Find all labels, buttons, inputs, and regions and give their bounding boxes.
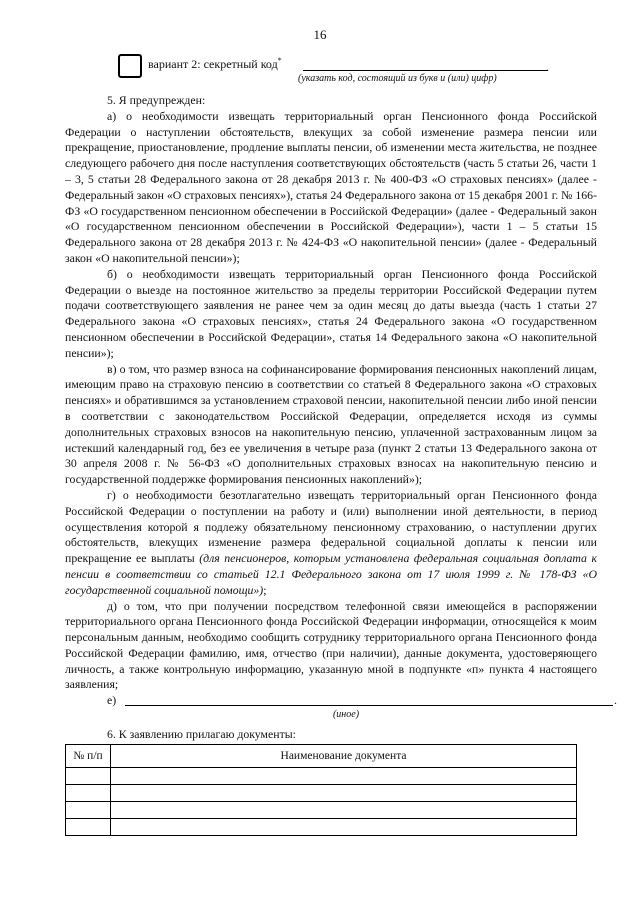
row-number-cell[interactable] bbox=[66, 819, 111, 836]
clause-g-text: г) о необходимости безотлагательно извещать территориальный орган Пенсионного фонда Российской Федерации о поступлении на работу и (или) выполнении иной деятельности, в период осуществления которой я подлежу обязательному пенсионному страхованию, о наступлении других обстоятельств, влекущих изменение размера федеральной социальной доплаты к пенсии или прекращение ее выплаты bbox=[65, 487, 597, 566]
section-6-heading: 6. К заявлению прилагаю документы: bbox=[107, 727, 296, 742]
document-name-cell[interactable] bbox=[111, 785, 577, 802]
clause-e-end: . bbox=[614, 693, 617, 708]
col-number-header: № п/п bbox=[66, 745, 111, 768]
document-name-cell[interactable] bbox=[111, 819, 577, 836]
clause-b: б) о необходимости извещать территориальный орган Пенсионного фонда Российской Федерации о выезде на постоянное жительство за пределы территории Российской Федерации путем подачи соответствующего заявления не ранее чем за один месяц до даты выезда (часть 1 статьи 27 Федерального закона «О страховых пенсиях», статья 24 Федерального закона «О государственном пенсионном обеспечении в Российской Федерации», статья 14 Федерального закона «О накопительной пенсии»); bbox=[65, 266, 597, 360]
clause-v: в) о том, что размер взноса на софинансирование формирования пенсионных накоплений лицам, имеющим право на страховую пенсию в соответствии со статьей 8 Федерального закона «О страховых пенсиях» и обратившимся за установлением страховой пенсии, накопительной пенсии либо иной пенсии в соответствии с законодательством Российской Федерации, определяется исходя из суммы дополнительных страховых взносов на накопительную пенсию, уплаченной застрахованным лицом за истекший календарный год, без ее увеличения в четыре раза (пункт 2 статьи 13 Федерального закона от 30 апреля 2008 г. № 56-ФЗ «О дополнительных страховых взносах на накопительную пенсию и государственной поддержке формирования пенсионных накоплений»); bbox=[65, 361, 597, 487]
clause-g-note: (для пенсионеров, которым установлена федеральная социальная доплата к пенсии в соответствии со статьей 12.1 Федерального закона от 17 июля 1999 г. № 178-ФЗ «О государственной социальной помощи») bbox=[65, 551, 597, 597]
table-header-row bbox=[66, 745, 577, 768]
table-row bbox=[66, 785, 577, 802]
row-number-cell[interactable] bbox=[66, 768, 111, 785]
secret-code-field[interactable] bbox=[303, 70, 548, 71]
row-number-cell[interactable] bbox=[66, 802, 111, 819]
page-number: 16 bbox=[313, 27, 327, 42]
document-body bbox=[65, 93, 617, 743]
secret-code-hint: (указать код, состоящий из букв и (или) цифр) bbox=[298, 73, 497, 84]
documents-table bbox=[65, 744, 577, 836]
variant-2-checkbox[interactable] bbox=[118, 54, 142, 78]
clause-e-label: е) bbox=[107, 693, 117, 708]
clause-a: а) о необходимости извещать территориальный орган Пенсионного фонда Российской Федерации о наступлении обстоятельств, влекущих за собой изменение размера пенсии или прекращение, приостановление, продление выплаты пенсии, об изменении места жительства, не позднее следующего рабочего дня после наступления соответствующих обстоятельств (часть 5 статьи 26, части 1 – 3, 5 статьи 28 Федерального закона от 28 декабря 2013 г. № 400-ФЗ «О страховых пенсиях» (далее - Федеральный закон «О страховых пенсиях»), статья 24 Федерального закона от 15 декабря 2001 г. № 166-ФЗ «О государственном пенсионном обеспечении в Российской Федерации» (далее - Федеральный закон «О государственном пенсионном обеспечении в Российской Федерации»), части 1 – 5 статьи 15 Федерального закона от 28 декабря 2013 г. № 424-ФЗ «О накопительной пенсии» (далее - Федеральный закон «О накопительной пенсии»); bbox=[65, 108, 597, 265]
footnote-asterisk: * bbox=[277, 56, 282, 65]
clause-d: д) о том, что при получении посредством телефонной связи имеющейся в распоряжении территориального органа Пенсионного фонда Российской Федерации информации, относящейся к моим персональным данным, необходимо сообщить сотруднику территориального органа Пенсионного фонда Российской Федерации фамилию, имя, отчество (при наличии), данные документа, удостоверяющего личность, а также контрольную информацию, указанную мной в подпункте «п» пункта 4 настоящего заявления; bbox=[65, 598, 597, 692]
clause-g-end: ; bbox=[263, 582, 267, 597]
variant-2-label: вариант 2: секретный код bbox=[148, 57, 278, 71]
secret-code-end: . bbox=[546, 60, 549, 74]
variant-2-secret-code bbox=[118, 52, 558, 94]
section-5-heading: 5. Я предупрежден: bbox=[107, 93, 206, 107]
clause-e bbox=[65, 693, 617, 709]
clause-e-field[interactable] bbox=[125, 705, 613, 706]
col-document-name-header: Наименование документа bbox=[111, 745, 577, 768]
table-row bbox=[66, 802, 577, 819]
row-number-cell[interactable] bbox=[66, 785, 111, 802]
clause-g bbox=[65, 488, 597, 599]
document-name-cell[interactable] bbox=[111, 768, 577, 785]
table-row bbox=[66, 819, 577, 836]
clause-e-hint: (иное) bbox=[332, 709, 360, 721]
table-row bbox=[66, 768, 577, 785]
document-name-cell[interactable] bbox=[111, 802, 577, 819]
